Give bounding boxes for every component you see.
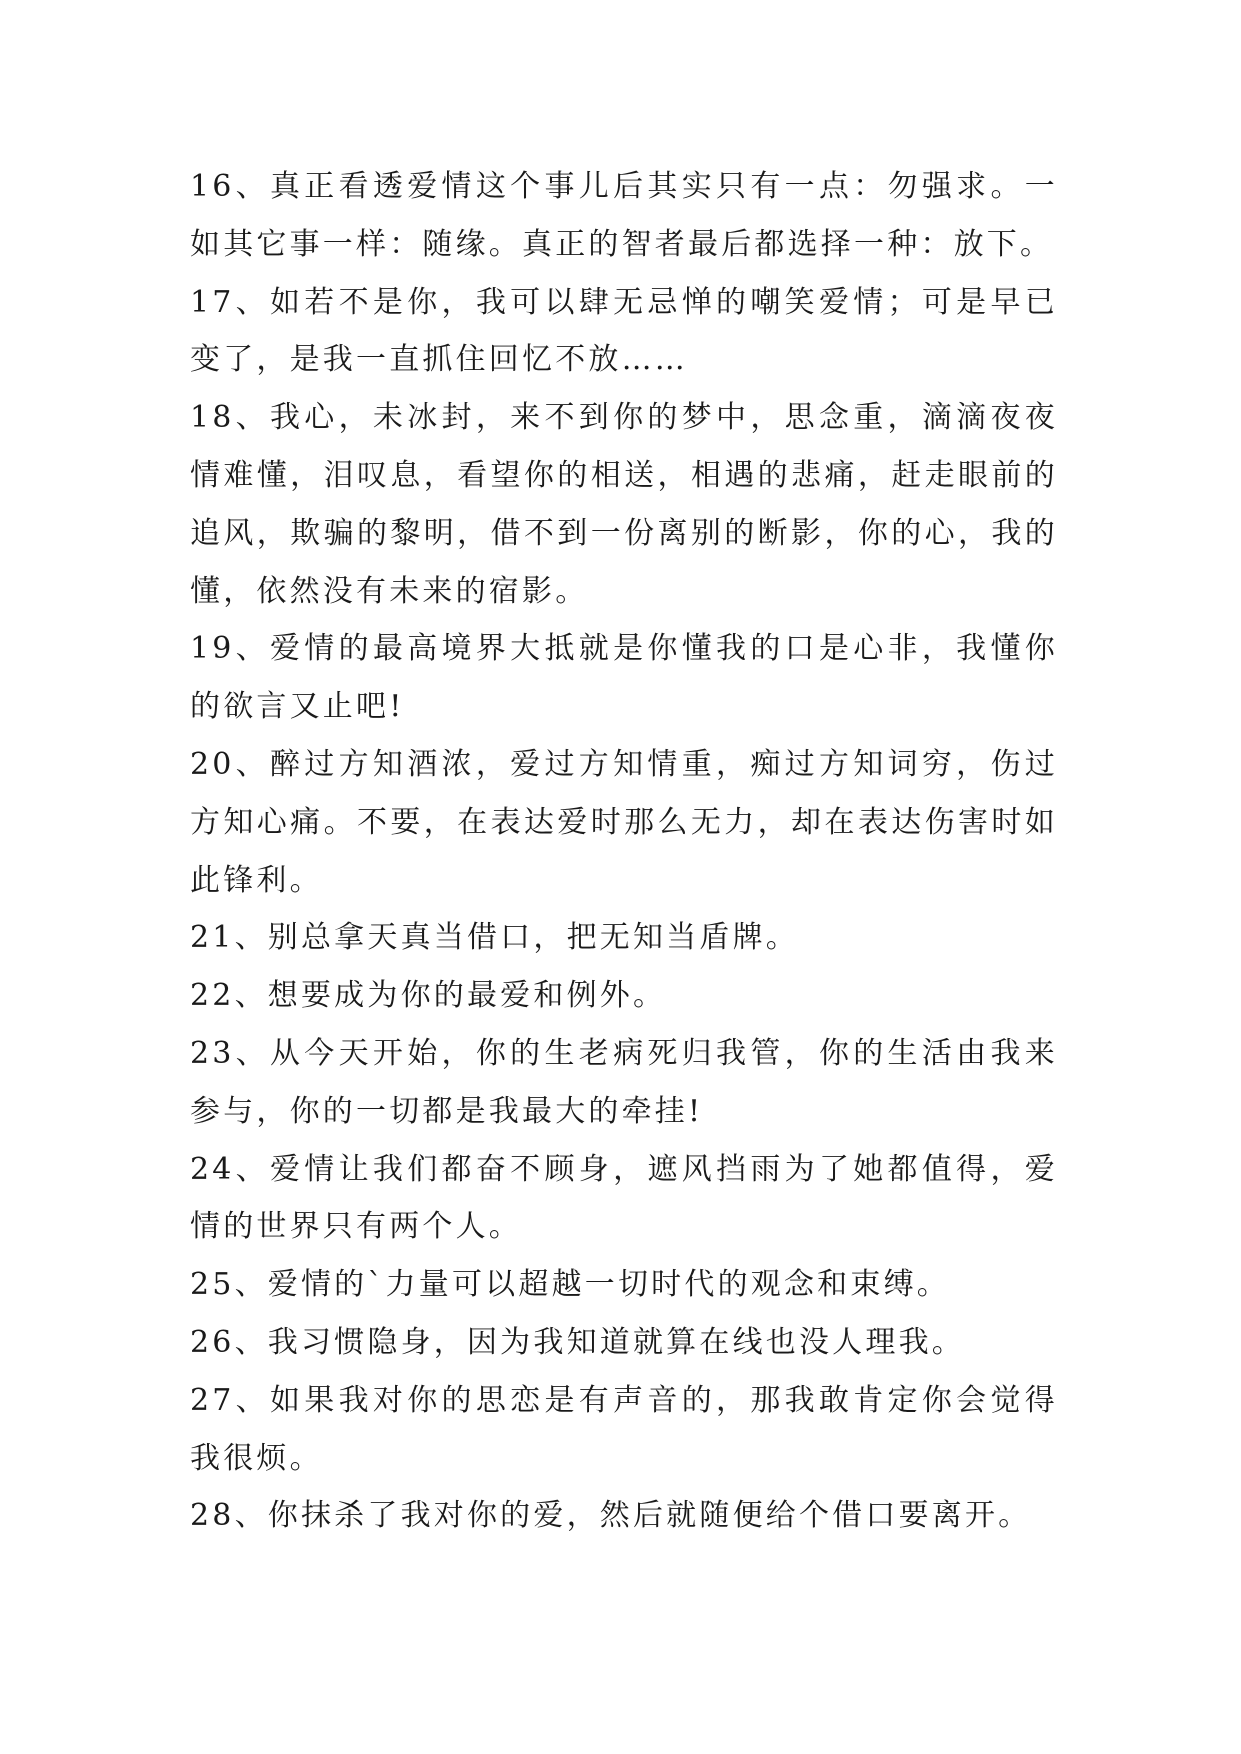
paragraph-27: 27、如果我对你的思恋是有声音的，那我敢肯定你会觉得我很烦。 — [190, 1382, 1058, 1476]
paragraph-18: 18、我心，未冰封，来不到你的梦中，思念重，滴滴夜夜情难懂，泪叹息，看望你的相送，相遇的悲痛，赶走眼前的追风，欺骗的黎明，借不到一份离别的断影，你的心，我的懂，依然没有未来的宿影。 — [190, 400, 1058, 609]
paragraph-25: 25、爱情的`力量可以超越一切时代的观念和束缚。 — [190, 1267, 950, 1303]
paragraph-26: 26、我习惯隐身，因为我知道就算在线也没人理我。 — [190, 1324, 965, 1360]
paragraph-22: 22、想要成为你的最爱和例外。 — [190, 978, 667, 1014]
paragraph-20: 20、醉过方知酒浓，爱过方知情重，痴过方知词穷，伤过方知心痛。不要，在表达爱时那么无力，却在表达伤害时如此锋利。 — [190, 746, 1058, 898]
paragraph-17: 17、如若不是你，我可以肆无忌惮的嘲笑爱情；可是早已变了，是我一直抓住回忆不放…… — [190, 284, 1058, 378]
paragraph-24: 24、爱情让我们都奋不顾身，遮风挡雨为了她都值得，爱情的世界只有两个人。 — [190, 1151, 1058, 1245]
paragraph-19: 19、爱情的最高境界大抵就是你懂我的口是心非，我懂你的欲言又止吧! — [190, 631, 1058, 725]
paragraph-28: 28、你抹杀了我对你的爱，然后就随便给个借口要离开。 — [190, 1498, 1032, 1534]
paragraph-21: 21、别总拿天真当借口，把无知当盾牌。 — [190, 920, 799, 956]
paragraph-16: 16、真正看透爱情这个事儿后其实只有一点：勿强求。一如其它事一样：随缘。真正的智者最后都选择一种：放下。 — [190, 169, 1058, 262]
document-page — [190, 158, 1058, 1545]
paragraph-23: 23、从今天开始，你的生老病死归我管，你的生活由我来参与，你的一切都是我最大的牵挂! — [190, 1035, 1058, 1129]
